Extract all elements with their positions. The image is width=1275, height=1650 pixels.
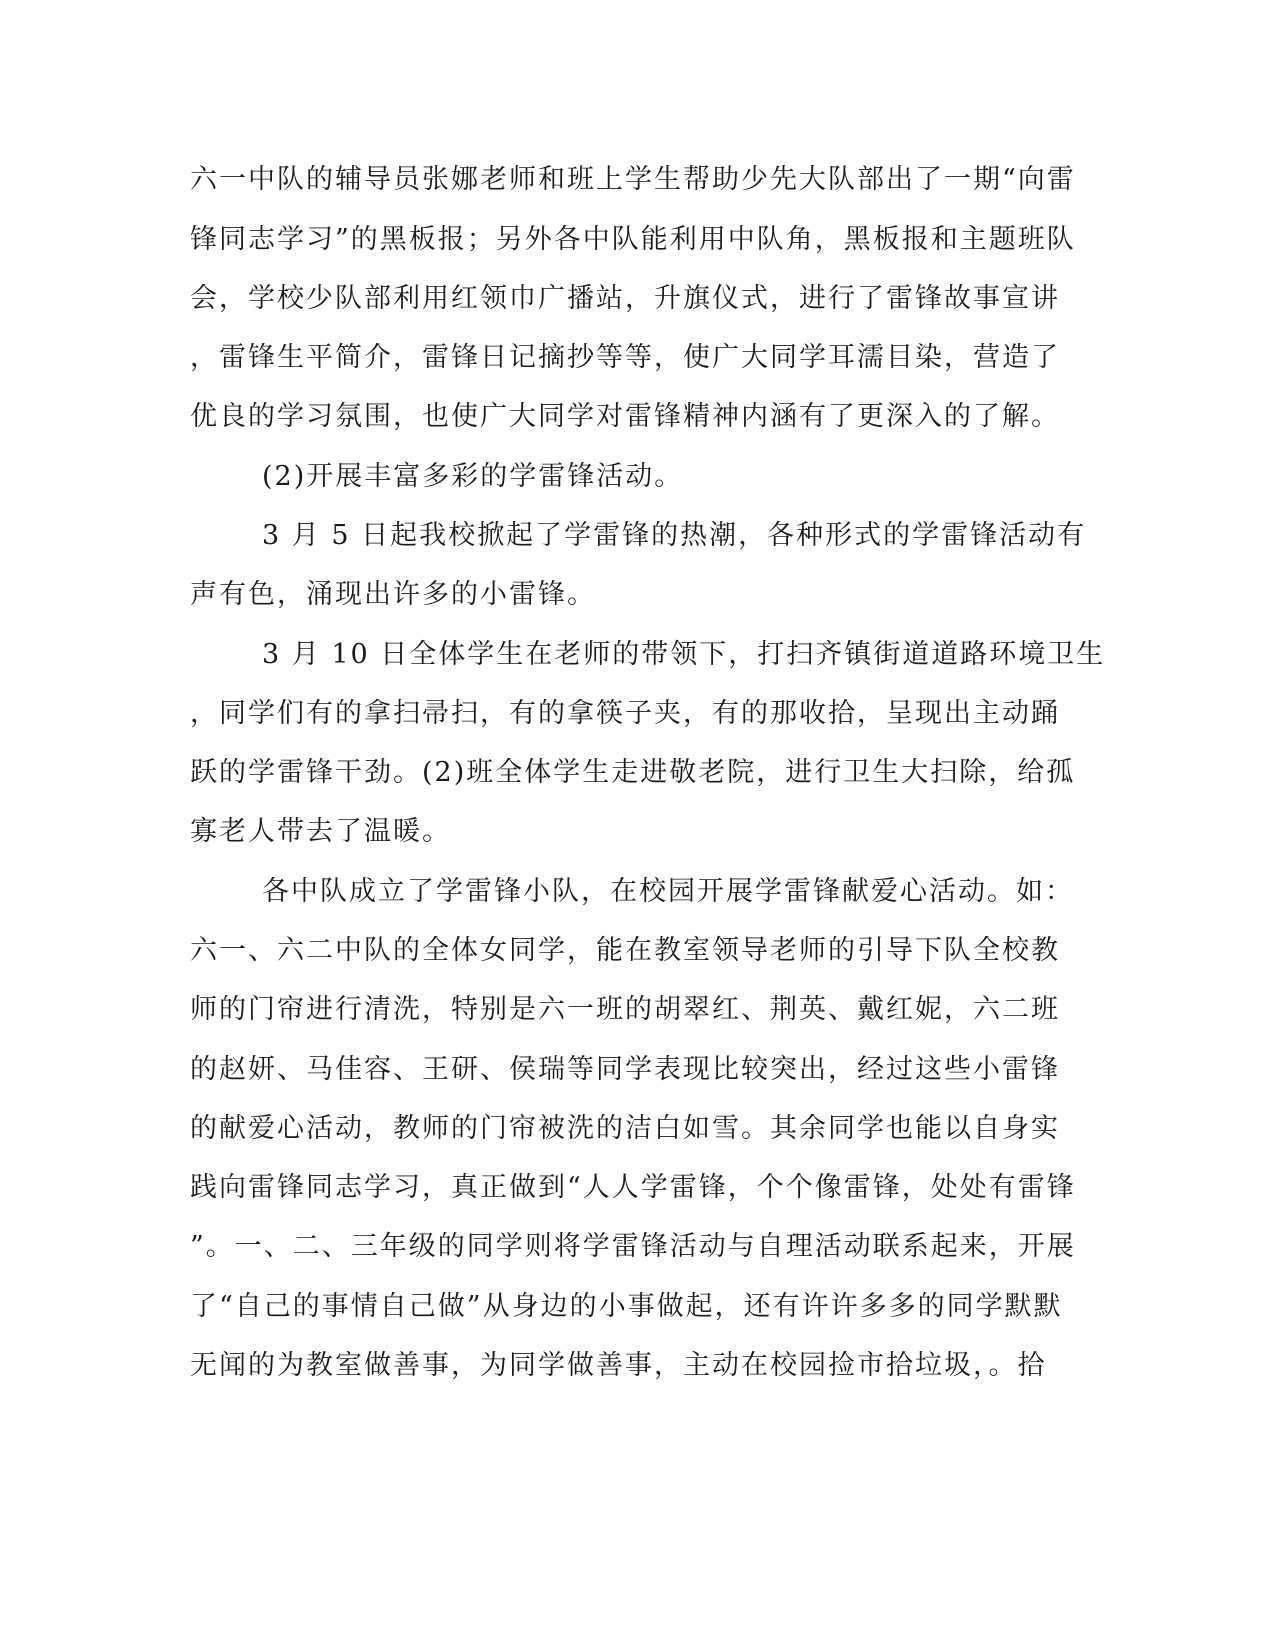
text-line: 3 月 10 日全体学生在老师的带领下，打扫齐镇街道道路环境卫生 bbox=[262, 639, 1106, 670]
text-line: 无闻的为教室做善事，为同学做善事，主动在校园捡市拾垃圾，。拾 bbox=[190, 1350, 1047, 1381]
text-line: 师的门帘进行清洗，特别是六一班的胡翠红、荆英、戴红妮，六二班 bbox=[190, 994, 1060, 1025]
text-line: 锋同志学习”的黑板报；另外各中队能利用中队角，黑板报和主题班队 bbox=[190, 224, 1076, 255]
text-line: 践向雷锋同志学习，真正做到“人人学雷锋，个个像雷锋，处处有雷锋 bbox=[190, 1172, 1076, 1203]
text-line: 了“自己的事情自己做”从身边的小事做起，还有许许多多的同学默默 bbox=[190, 1291, 1063, 1322]
text-line: ，同学们有的拿扫帚扫，有的拿筷子夹，有的那收拾，呈现出主动踊 bbox=[190, 698, 1060, 729]
text-line: 3 月 5 日起我校掀起了学雷锋的热潮，各种形式的学雷锋活动有 bbox=[262, 520, 1087, 551]
text-line: 声有色，涌现出许多的小雷锋。 bbox=[190, 579, 596, 610]
text-line: ”。一、二、三年级的同学则将学雷锋活动与自理活动联系起来，开展 bbox=[190, 1231, 1076, 1262]
subheading-line: (2)开展丰富多彩的学雷锋活动。 bbox=[262, 461, 684, 492]
text-line: 跃的学雷锋干劲。(2)班全体学生走进敬老院，进行卫生大扫除，给孤 bbox=[190, 757, 1076, 788]
text-line: 六一、六二中队的全体女同学，能在教室领导老师的引导下队全校教 bbox=[190, 935, 1060, 966]
text-line: ，雷锋生平简介，雷锋日记摘抄等等，使广大同学耳濡目染，营造了 bbox=[190, 342, 1060, 373]
text-line: 优良的学习氛围，也使广大同学对雷锋精神内涵有了更深入的了解。 bbox=[190, 401, 1060, 432]
text-line: 的赵妍、马佳容、王研、侯瑞等同学表现比较突出，经过这些小雷锋 bbox=[190, 1054, 1060, 1085]
text-line: 的献爱心活动，教师的门帘被洗的洁白如雪。其余同学也能以自身实 bbox=[190, 1113, 1060, 1144]
text-line: 各中队成立了学雷锋小队，在校园开展学雷锋献爱心活动。如： bbox=[262, 876, 1074, 907]
text-line: 六一中队的辅导员张娜老师和班上学生帮助少先大队部出了一期“向雷 bbox=[190, 164, 1076, 195]
text-line: 会，学校少队部利用红领巾广播站，升旗仪式，进行了雷锋故事宣讲 bbox=[190, 283, 1060, 314]
text-line: 寡老人带去了温暖。 bbox=[190, 816, 451, 847]
